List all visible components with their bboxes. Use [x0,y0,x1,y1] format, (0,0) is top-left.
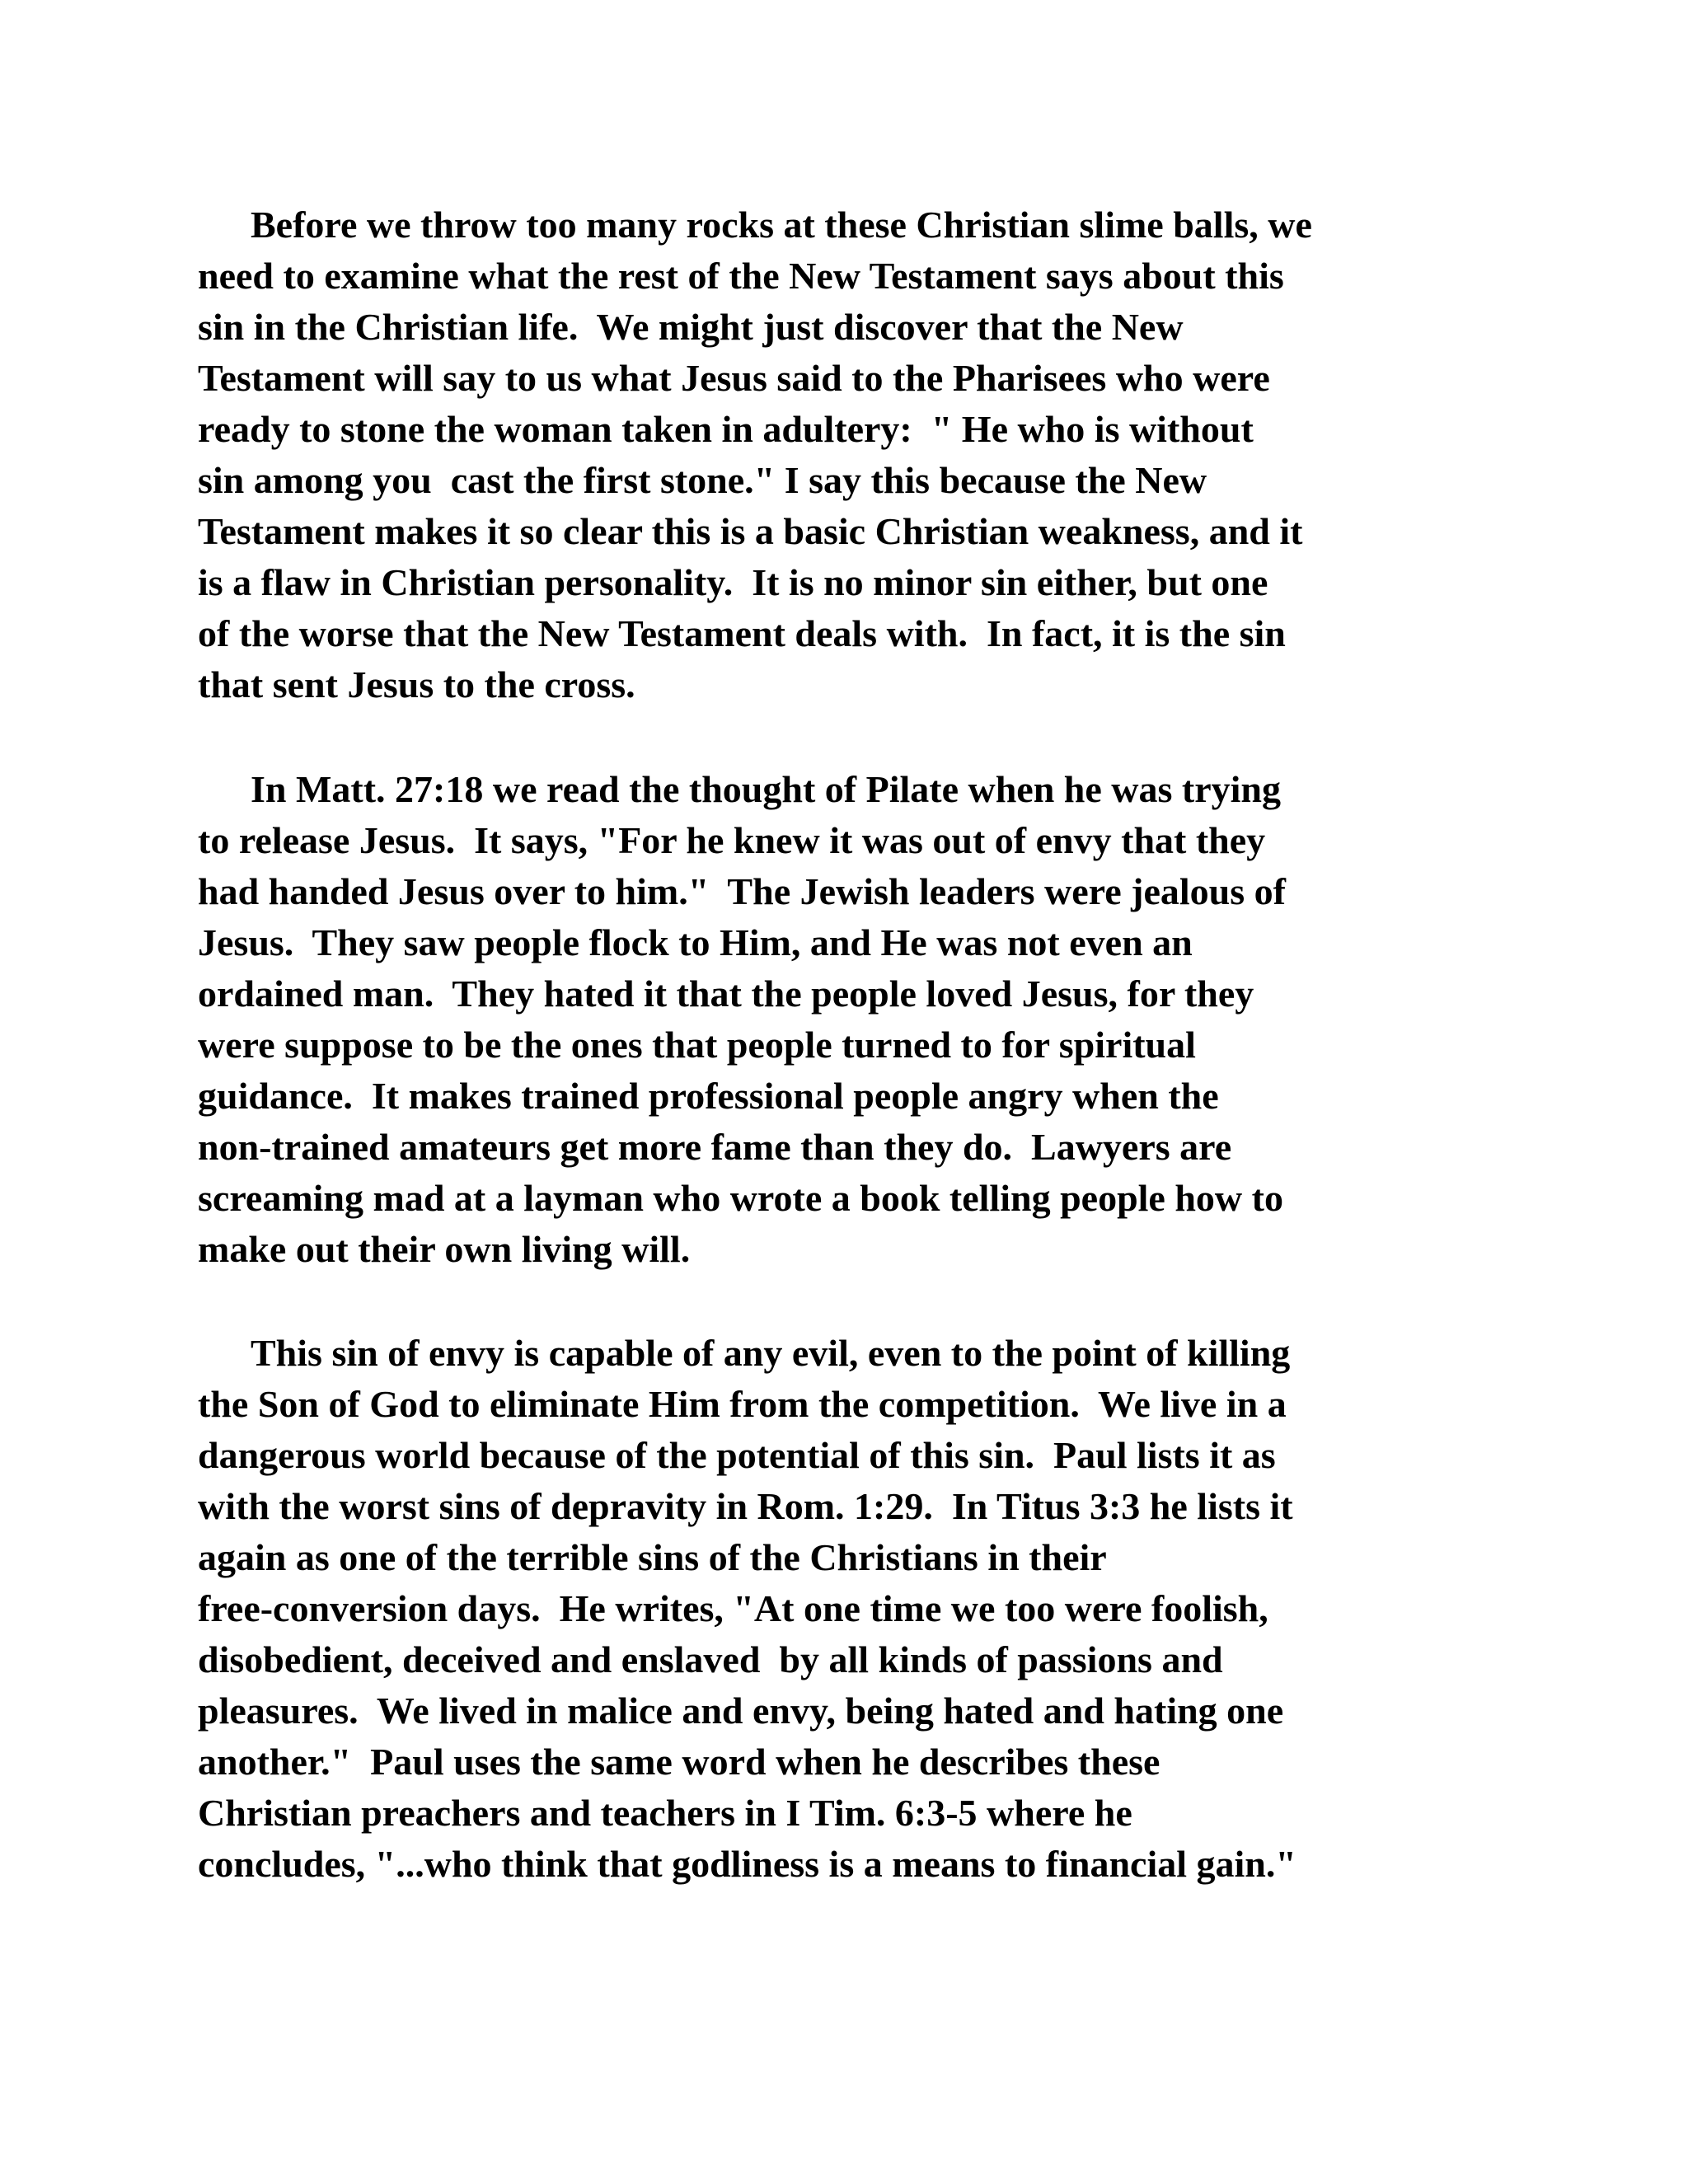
paragraph-line: screaming mad at a layman who wrote a book telling people how to [198,1177,1283,1219]
paragraph-line: disobedient, deceived and enslaved by all kinds of passions and [198,1638,1223,1680]
paragraph-line: ordained man. They hated it that the people loved Jesus, for they [198,972,1254,1015]
paragraph-line: pleasures. We lived in malice and envy, being hated and hating one [198,1690,1284,1732]
paragraph-line: were suppose to be the ones that people turned to for spiritual [198,1024,1196,1066]
paragraph-2 [198,764,1550,1275]
paragraph-line: free-conversion days. He writes, "At one time we too were foolish, [198,1587,1268,1629]
paragraph-line: ready to stone the woman taken in adultery: " He who is without [198,408,1254,450]
paragraph-line: with the worst sins of depravity in Rom. 1:29. In Titus 3:3 he lists it [198,1485,1293,1527]
paragraph-line: is a flaw in Christian personality. It is no minor sin either, but one [198,561,1268,603]
paragraph-line: that sent Jesus to the cross. [198,663,635,705]
paragraph-line: of the worse that the New Testament deals with. In fact, it is the sin [198,612,1286,654]
paragraph-line: Christian preachers and teachers in I Tim. 6:3-5 where he [198,1792,1132,1834]
paragraph-line: sin among you cast the first stone." I say this because the New [198,459,1207,501]
paragraph-line: Testament makes it so clear this is a basic Christian weakness, and it [198,510,1303,552]
paragraph-line: This sin of envy is capable of any evil, even to the point of killing [251,1332,1291,1374]
paragraph-line: again as one of the terrible sins of the Christians in their [198,1536,1107,1578]
paragraph-line: concludes, "...who think that godliness is a means to financial gain." [198,1843,1296,1885]
paragraph-line: Jesus. They saw people flock to Him, and He was not even an [198,921,1193,963]
paragraph-line: another." Paul uses the same word when he describes these [198,1741,1160,1783]
paragraph-line: had handed Jesus over to him." The Jewish leaders were jealous of [198,870,1286,912]
paragraph-line: In Matt. 27:18 we read the thought of Pilate when he was trying [251,768,1282,810]
paragraph-line: make out their own living will. [198,1228,691,1270]
paragraph-3 [198,1328,1550,1890]
paragraph-line: need to examine what the rest of the New Testament says about this [198,255,1284,297]
paragraph-line: dangerous world because of the potential of this sin. Paul lists it as [198,1434,1276,1476]
paragraph-line: guidance. It makes trained professional people angry when the [198,1075,1219,1117]
paragraph-line: sin in the Christian life. We might just discover that the New [198,306,1184,348]
paragraph-line: Testament will say to us what Jesus said to the Pharisees who were [198,357,1270,399]
paragraph-1 [198,199,1550,710]
paragraph-line: the Son of God to eliminate Him from the competition. We live in a [198,1383,1287,1425]
paragraph-line: Before we throw too many rocks at these Christian slime balls, we [251,204,1312,246]
paragraph-line: to release Jesus. It says, "For he knew it was out of envy that they [198,819,1266,861]
paragraph-line: non-trained amateurs get more fame than they do. Lawyers are [198,1126,1232,1168]
